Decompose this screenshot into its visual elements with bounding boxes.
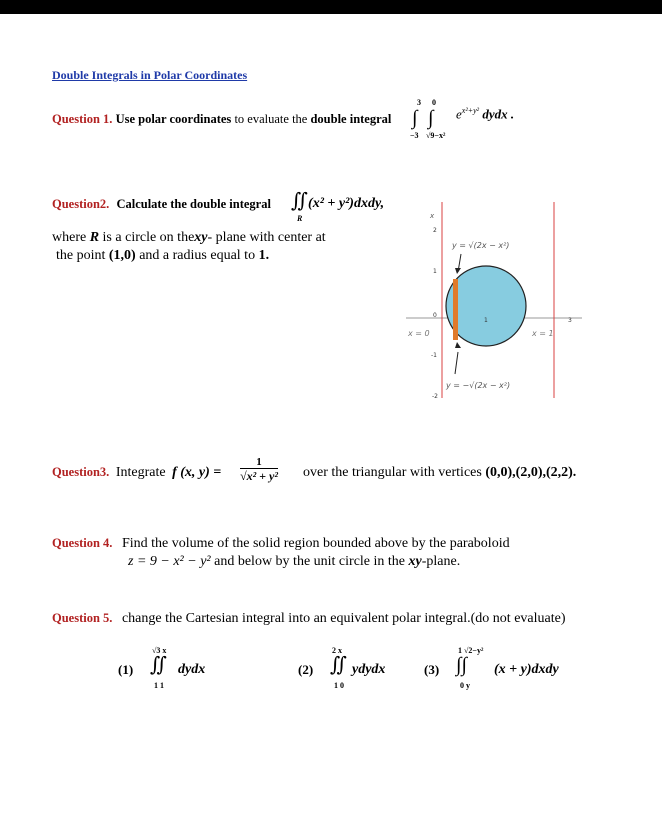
lower-curve-label: y = −√(2x − x²) — [446, 381, 511, 390]
q2-text: Calculate the double integral — [116, 197, 271, 211]
tick-2: 2 — [433, 227, 437, 234]
q2-region: R — [297, 214, 303, 223]
q5-text: change the Cartesian integral into an equivalent polar integral.(do not evaluate) — [121, 611, 566, 626]
q5-item2-num: (2) — [298, 662, 314, 677]
q3-func: f (x, y) = — [172, 465, 222, 480]
q3-text-b: over the triangular with vertices — [303, 465, 482, 480]
q2-line3-b: and a radius equal to — [139, 248, 256, 263]
xtick-3: 3 — [568, 317, 572, 324]
q2-line2-a: where — [52, 230, 87, 245]
q5-item3-integrand: (x + y)dxdy — [494, 662, 559, 677]
axis-x-label: x — [430, 212, 435, 220]
q2-integral-sign: ∬ — [291, 190, 309, 212]
q3-denominator: √x² + y² — [240, 469, 278, 483]
q5-item-2 — [298, 646, 408, 692]
q2-line3-a: the point — [56, 248, 106, 263]
q5-item1-num: (1) — [118, 662, 134, 677]
question-5 — [52, 611, 566, 627]
q4-line2-a: and below by the unit circle in the — [214, 554, 406, 569]
q2-line2-xy: xy — [194, 230, 208, 245]
q2-line2-c: - plane with center at — [207, 230, 326, 245]
question-4 — [52, 536, 510, 552]
q1-outer-upper: 3 — [417, 98, 421, 107]
q4-line2-xy: xy — [408, 554, 422, 569]
q1-outer-lower: −3 — [410, 131, 419, 140]
q1-text-c: the — [292, 112, 308, 126]
q5-item1-integrand: dydx — [178, 662, 206, 677]
q5-item3-lower: 0 y — [460, 681, 470, 690]
q2-line3-r: 1. — [258, 248, 270, 263]
q5-item2-integrand: ydydx — [352, 662, 386, 677]
q5-item1-lower: 1 1 — [154, 681, 164, 690]
q2-integrand: (x² + y²)dxdy, — [308, 196, 385, 211]
q5-item2-lower: 1 0 — [334, 681, 344, 690]
q5-item-3 — [424, 646, 584, 692]
q1-exponent: x²+y² — [461, 106, 480, 115]
q1-inner-integral-sign: ∫ — [428, 107, 434, 129]
x-equals-1-label: x = 1 — [532, 329, 554, 338]
region-figure — [406, 200, 582, 398]
q2-integral — [291, 188, 384, 213]
q1-inner-upper: 0 — [432, 98, 436, 107]
q5-item2-integral-sign: ∬ — [330, 654, 348, 676]
q3-rest — [303, 465, 576, 481]
q5-item-1 — [118, 646, 228, 692]
region-figure-svg — [406, 200, 582, 398]
q1-text-d: double integral — [310, 112, 392, 126]
tick-0: 0 — [433, 312, 437, 319]
q1-inner-lower: √9−x² — [426, 131, 446, 140]
q5-item3-integral-sign: ∫∫ — [456, 654, 467, 676]
q3-text-a: Integrate — [115, 465, 166, 480]
q5-item2-upper: 2 x — [332, 646, 342, 655]
q2-line3-point: (1,0) — [108, 248, 136, 263]
page-title: Double Integrals in Polar Coordinates — [52, 68, 248, 82]
q3-vertices: (0,0),(2,0),(2,2). — [485, 465, 577, 480]
q5-label: Question 5. — [52, 611, 113, 625]
xtick-1: 1 — [484, 317, 488, 324]
q5-item3-num: (3) — [424, 662, 440, 677]
q2-line-2 — [52, 230, 326, 246]
q4-equation: z = 9 − x² − y² — [128, 554, 211, 569]
q3-label: Question3. — [52, 465, 110, 479]
q1-text-b: to evaluate — [234, 112, 289, 126]
q1-outer-integral-sign: ∫ — [412, 107, 418, 129]
q2-line2-b: is a circle on the — [102, 230, 195, 245]
q1-e: e — [456, 106, 462, 122]
q1-differential: dydx . — [482, 106, 515, 122]
q5-item1-upper: √3 x — [152, 646, 167, 655]
q2-label: Question2. — [52, 197, 110, 211]
q5-item3-upper: 1 √2−y² — [458, 646, 484, 655]
q2-line-3 — [56, 248, 269, 264]
question-2 — [52, 197, 271, 212]
tick-1: 1 — [433, 268, 437, 275]
q4-line1: Find the volume of the solid region bounded above by the paraboloid — [121, 536, 510, 551]
q3-fraction — [240, 456, 278, 484]
q2-line2-R: R — [89, 230, 100, 245]
upper-curve-label: y = √(2x − x²) — [452, 241, 510, 250]
q5-item1-integral-sign: ∬ — [150, 654, 168, 676]
q4-line2-b: -plane. — [421, 554, 461, 569]
question-3 — [52, 465, 221, 481]
question-1 — [52, 112, 391, 127]
q3-numerator: 1 — [240, 456, 278, 469]
tick-minus-1: -1 — [431, 352, 437, 359]
top-black-bar — [0, 0, 662, 14]
integration-strip — [453, 279, 458, 340]
q1-text-a: Use polar coordinates — [115, 112, 232, 126]
q1-label: Question 1. — [52, 112, 113, 126]
x-equals-0-label: x = 0 — [408, 329, 430, 338]
q4-label: Question 4. — [52, 536, 113, 550]
tick-minus-2: -2 — [432, 393, 438, 398]
q1-integrand — [456, 106, 514, 122]
q4-line-2 — [128, 554, 460, 570]
